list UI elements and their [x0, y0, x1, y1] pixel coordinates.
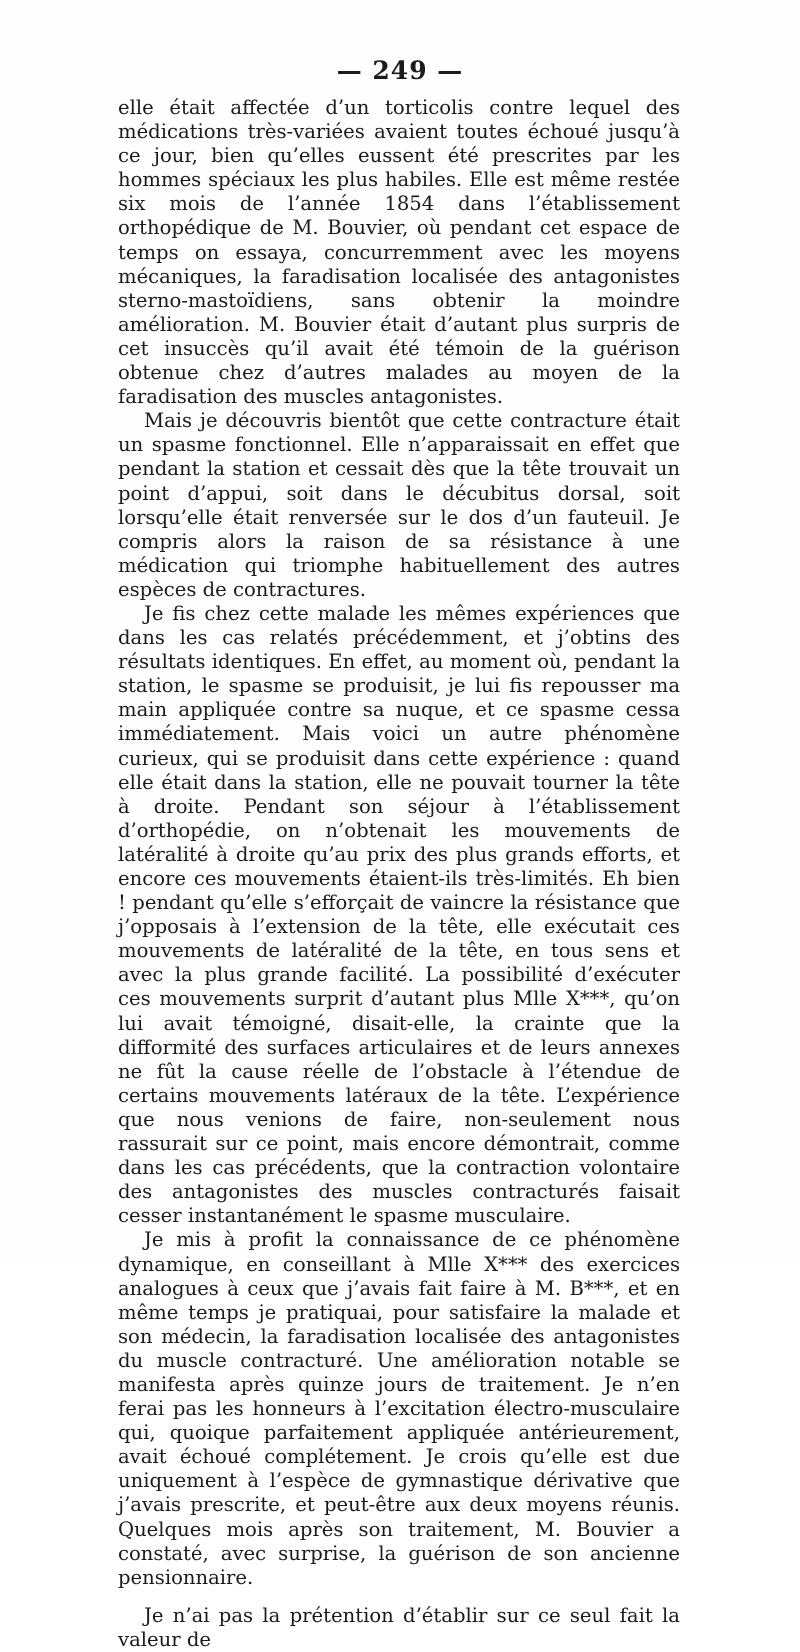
paragraph-conclusion-start: Je n’ai pas la prétention d’établir sur ce seul fait la valeur de	[118, 1603, 680, 1651]
page-number: — 249 —	[336, 56, 464, 85]
body-text	[118, 96, 680, 1652]
paragraph-treatment: Je mis à profit la connaissance de ce phénomène dynamique, en conseillant à Mlle X*** des exercices analogues à ceux que j’avais fait faire à M. B***, et en même temps je pratiquai, pour satisfaire la malade et son médecin, la faradisation localisée des antagonistes du muscle contracturé. Une amélioration notable se manifesta après quinze jours de traitement. Je n’en ferai pas les honneurs à l’excitation électro-musculaire qui, quoique parfaitement appliquée antérieurement, avait échoué complétement. Je crois qu’elle est due uniquement à l’espèce de gymnastique dérivative que j’avais prescrite, et peut-être aux deux moyens réunis. Quelques mois après son traitement, M. Bouvier a constaté, avec surprise, la guérison de son ancienne pensionnaire.	[118, 1228, 680, 1589]
paragraph-spasm-functional: Mais je découvris bientôt que cette contracture était un spasme fonctionnel. Elle n’apparaissait en effet que pendant la station et cessait dès que la tête trouvait un point d’appui, soit dans le décubitus dorsal, soit lorsqu’elle était renversée sur le dos d’un fauteuil. Je compris alors la raison de sa résistance à une médication qui triomphe habituellement des autres espèces de contractures.	[118, 409, 680, 601]
paragraph-continuation: elle était affectée d’un torticolis contre lequel des médications très-variées avaient toutes échoué jusqu’à ce jour, bien qu’elles eussent été prescrites par les hommes spéciaux les plus habiles. Elle est même restée six mois de l’année 1854 dans l’établissement orthopédique de M. Bouvier, où pendant cet espace de temps on essaya, concurremment avec les moyens mécaniques, la faradisation localisée des antagonistes sterno-mastoïdiens, sans obtenir la moindre amélioration. M. Bouvier était d’autant plus surpris de cet insuccès qu’il avait été témoin de la guérison obtenue chez d’autres malades au moyen de la faradisation des muscles antagonistes.	[118, 96, 680, 409]
paragraph-experiments: Je fis chez cette malade les mêmes expériences que dans les cas relatés précédemment, et j’obtins des résultats identiques. En effet, au moment où, pendant la station, le spasme se produisit, je lui fis repousser ma main appliquée contre sa nuque, et ce spasme cessa immédiatement. Mais voici un autre phénomène curieux, qui se produisit dans cette expérience : quand elle était dans la station, elle ne pouvait tourner la tête à droite. Pendant son séjour à l’établissement d’orthopédie, on n’obtenait les mouvements de latéralité à droite qu’au prix des plus grands efforts, et encore ces mouvements étaient-ils très-limités. Eh bien ! pendant qu’elle s’efforçait de vaincre la résistance que j’opposais à l’extension de la tête, elle exécutait ces mouvements de latéralité de la tête, en tous sens et avec la plus grande facilité. La possibilité d’exécuter ces mouvements surprit d’autant plus Mlle X***, qu’on lui avait témoigné, disait-elle, la crainte que la difformité des surfaces articulaires et de leurs annexes ne fût la cause réelle de l’obstacle à l’étendue de certains mouvements latéraux de la tête. L’expérience que nous venions de faire, non-seulement nous rassurait sur ce point, mais encore démontrait, comme dans les cas précédents, que la contraction volontaire des antagonistes des muscles contracturés faisait cesser instantanément le spasme musculaire.	[118, 601, 680, 1228]
